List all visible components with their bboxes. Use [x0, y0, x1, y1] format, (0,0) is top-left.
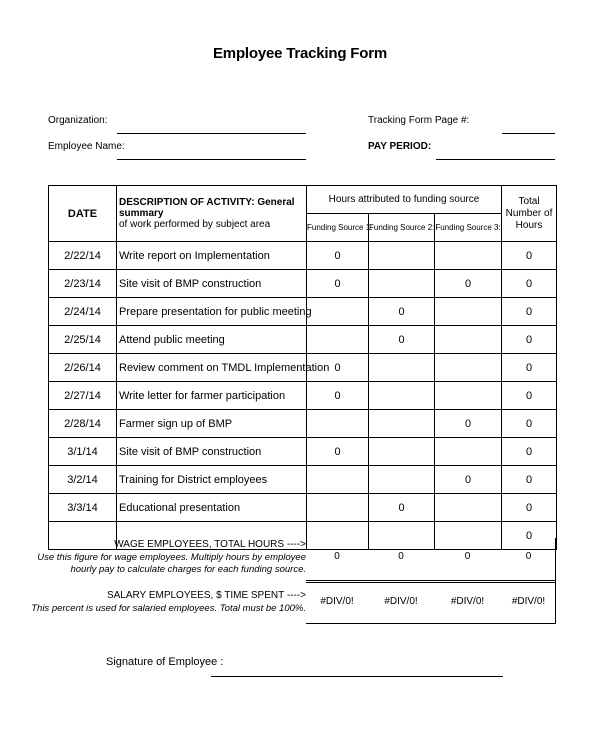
salary-label: SALARY EMPLOYEES, $ TIME SPENT ---->: [106, 590, 306, 601]
summary-bottom-border: [306, 623, 556, 624]
funding-source-3-cell[interactable]: 0: [435, 270, 502, 298]
date-cell[interactable]: 2/26/14: [49, 354, 117, 382]
wage-note-line1: Use this figure for wage employees. Multiply hours by employee: [37, 552, 306, 563]
total-header-line3: Hours: [515, 219, 543, 231]
table-row: [49, 242, 557, 270]
hours-header: Hours attributed to funding source: [307, 186, 502, 214]
total-hours-cell[interactable]: 0: [502, 466, 557, 494]
funding-source-2-cell[interactable]: [369, 438, 435, 466]
date-cell[interactable]: 2/28/14: [49, 410, 117, 438]
funding-source-1-cell[interactable]: [307, 494, 369, 522]
wage-total-label: WAGE EMPLOYEES, TOTAL HOURS ---->: [114, 539, 306, 550]
total-hours-cell[interactable]: 0: [502, 270, 557, 298]
funding-source-1-cell[interactable]: [307, 326, 369, 354]
pay-period-label: PAY PERIOD:: [368, 141, 432, 152]
total-hours-cell[interactable]: 0: [502, 494, 557, 522]
description-cell[interactable]: Write letter for farmer participation: [117, 382, 307, 410]
date-cell[interactable]: 2/25/14: [49, 326, 117, 354]
description-cell[interactable]: Site visit of BMP construction: [117, 270, 307, 298]
organization-label: Organization:: [48, 115, 108, 126]
funding-source-1-cell[interactable]: 0: [307, 270, 369, 298]
description-cell[interactable]: Prepare presentation for public meeting: [117, 298, 307, 326]
table-row: [49, 494, 557, 522]
funding-source-2-cell[interactable]: [369, 382, 435, 410]
description-header-bold: DESCRIPTION OF ACTIVITY: General summary: [119, 197, 295, 219]
pay-period-field[interactable]: [436, 159, 555, 160]
funding-source-1-header: Funding Source 1:: [307, 214, 369, 242]
date-cell[interactable]: 2/23/14: [49, 270, 117, 298]
total-hours-cell[interactable]: 0: [502, 410, 557, 438]
funding-source-3-header: Funding Source 3:: [435, 214, 502, 242]
summary-right-border: [555, 538, 556, 624]
description-header-rest: of work performed by subject area: [119, 219, 271, 230]
funding-source-3-cell[interactable]: 0: [435, 410, 502, 438]
funding-source-3-cell[interactable]: [435, 326, 502, 354]
funding-source-1-cell[interactable]: [307, 522, 369, 550]
table-row: [49, 298, 557, 326]
funding-source-3-cell[interactable]: [435, 382, 502, 410]
total-hours-cell[interactable]: 0: [502, 326, 557, 354]
total-hours-cell[interactable]: 0: [502, 438, 557, 466]
funding-source-1-cell[interactable]: [307, 466, 369, 494]
salary-value-total: #DIV/0!: [511, 596, 546, 607]
summary-divider: [306, 580, 556, 583]
date-cell[interactable]: 2/24/14: [49, 298, 117, 326]
funding-source-2-cell[interactable]: 0: [369, 326, 435, 354]
description-cell[interactable]: Farmer sign up of BMP: [117, 410, 307, 438]
employee-name-field[interactable]: [117, 159, 306, 160]
signature-field[interactable]: [211, 676, 503, 677]
funding-source-2-cell[interactable]: [369, 242, 435, 270]
table-row: [49, 270, 557, 298]
total-hours-header: [502, 186, 557, 242]
funding-source-2-cell[interactable]: [369, 270, 435, 298]
tracking-page-label: Tracking Form Page #:: [368, 115, 470, 126]
salary-note: This percent is used for salaried employees. Total must be 100%.: [31, 603, 306, 614]
funding-source-1-cell[interactable]: [307, 298, 369, 326]
funding-source-1-cell[interactable]: 0: [307, 242, 369, 270]
wage-note-line2: hourly pay to calculate charges for each funding source.: [70, 564, 306, 575]
wage-value-source2: 0: [398, 551, 404, 562]
description-cell[interactable]: Attend public meeting: [117, 326, 307, 354]
total-hours-cell[interactable]: 0: [502, 522, 557, 550]
total-header-line2: Number of: [505, 207, 553, 219]
salary-value-source1: #DIV/0!: [320, 596, 354, 607]
employee-name-label: Employee Name:: [48, 141, 125, 152]
date-cell[interactable]: [49, 522, 117, 550]
total-hours-cell[interactable]: 0: [502, 382, 557, 410]
funding-source-3-cell[interactable]: [435, 494, 502, 522]
funding-source-3-cell[interactable]: [435, 354, 502, 382]
funding-source-2-header: Funding Source 2:: [369, 214, 435, 242]
funding-source-3-cell[interactable]: [435, 438, 502, 466]
funding-source-2-cell[interactable]: 0: [369, 494, 435, 522]
table-row: [49, 354, 557, 382]
salary-value-source3: #DIV/0!: [450, 596, 485, 607]
funding-source-2-cell[interactable]: 0: [369, 298, 435, 326]
total-hours-cell[interactable]: 0: [502, 242, 557, 270]
funding-source-3-cell[interactable]: 0: [435, 466, 502, 494]
page-title: Employee Tracking Form: [213, 45, 387, 62]
description-cell[interactable]: Review comment on TMDL Implementation: [117, 354, 307, 382]
table-row: [49, 466, 557, 494]
total-hours-cell[interactable]: 0: [502, 298, 557, 326]
wage-value-source3: 0: [464, 551, 471, 562]
description-cell[interactable]: Write report on Implementation: [117, 242, 307, 270]
date-cell[interactable]: 3/3/14: [49, 494, 117, 522]
funding-source-1-cell[interactable]: 0: [307, 382, 369, 410]
funding-source-2-cell[interactable]: [369, 522, 435, 550]
funding-source-2-cell[interactable]: [369, 466, 435, 494]
table-row: [49, 326, 557, 354]
date-cell[interactable]: 3/1/14: [49, 438, 117, 466]
table-row: [49, 410, 557, 438]
date-cell[interactable]: 2/22/14: [49, 242, 117, 270]
funding-source-2-cell[interactable]: [369, 410, 435, 438]
funding-source-1-cell[interactable]: 0: [307, 354, 369, 382]
organization-field[interactable]: [117, 133, 306, 134]
salary-value-source2: #DIV/0!: [384, 596, 418, 607]
date-cell[interactable]: 3/2/14: [49, 466, 117, 494]
funding-source-1-cell[interactable]: 0: [307, 438, 369, 466]
funding-source-1-cell[interactable]: [307, 410, 369, 438]
funding-source-2-cell[interactable]: [369, 354, 435, 382]
description-header: [117, 186, 307, 242]
table-row: [49, 382, 557, 410]
date-header: DATE: [49, 186, 117, 242]
tracking-table: [48, 185, 557, 550]
tracking-page-field[interactable]: [502, 133, 555, 134]
description-cell[interactable]: Training for District employees: [117, 466, 307, 494]
funding-source-3-cell[interactable]: [435, 522, 502, 550]
funding-source-3-cell[interactable]: [435, 298, 502, 326]
wage-value-total: 0: [525, 551, 532, 562]
funding-source-3-cell[interactable]: [435, 242, 502, 270]
wage-value-source1: 0: [334, 551, 340, 562]
description-cell[interactable]: Educational presentation: [117, 494, 307, 522]
table-row: [49, 438, 557, 466]
signature-label: Signature of Employee :: [106, 656, 224, 668]
total-header-line1: Total: [518, 195, 540, 207]
total-hours-cell[interactable]: 0: [502, 354, 557, 382]
date-cell[interactable]: 2/27/14: [49, 382, 117, 410]
description-cell[interactable]: Site visit of BMP construction: [117, 438, 307, 466]
